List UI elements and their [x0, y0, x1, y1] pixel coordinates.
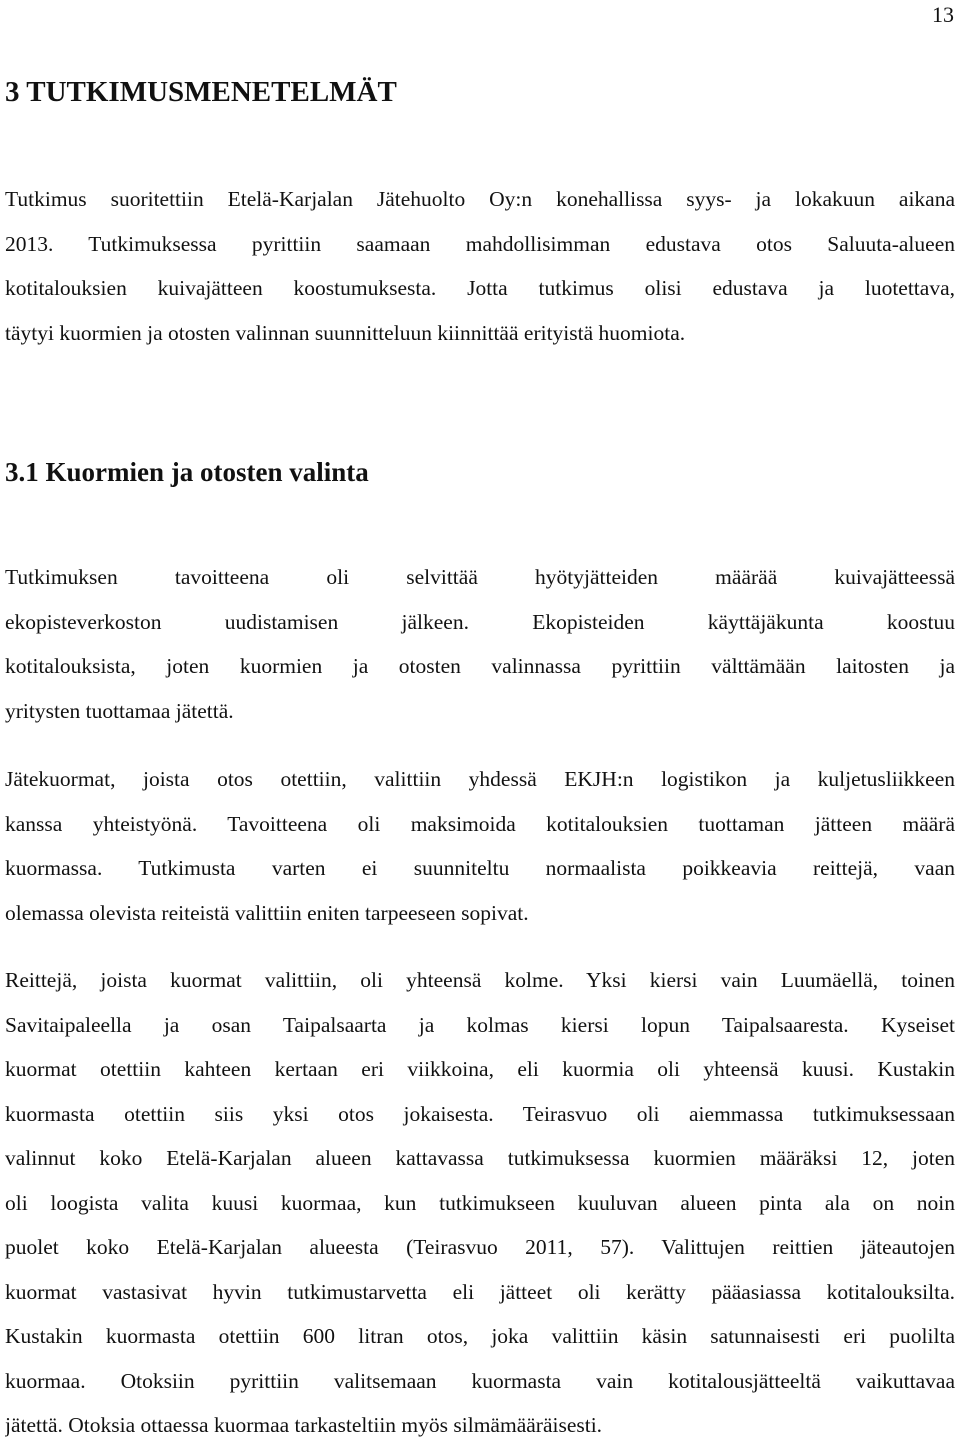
chapter-heading: 3 TUTKIMUSMENETELMÄT	[5, 76, 397, 108]
paragraph-line: oli loogista valita kuusi kuormaa, kun tutkimukseen kuuluvan alueen pinta ala on noin	[5, 1190, 955, 1215]
paragraph-line: jätettä. Otoksia ottaessa kuormaa tarkasteltiin myös silmämääräisesti.	[5, 1413, 603, 1437]
paragraph-line: täytyi kuormien ja otosten valinnan suunnitteluun kiinnittää erityistä huomiota.	[5, 320, 686, 345]
paragraph-line: Reittejä, joista kuormat valittiin, oli yhteensä kolme. Yksi kiersi vain Luumäellä, toinen	[5, 968, 955, 992]
paragraph-line: kuormassa. Tutkimusta varten ei suunniteltu normaalista poikkeavia reittejä, vaan	[5, 856, 955, 880]
section-heading: 3.1 Kuormien ja otosten valinta	[5, 457, 369, 487]
paragraph-line: kuormat vastasivat hyvin tutkimustarvetta eli jätteet oli kerätty pääasiassa kotitalouksilta.	[5, 1279, 955, 1304]
paragraph-line: kotitalouksien kuivajätteen koostumuksesta. Jotta tutkimus olisi edustava ja luotettava,	[5, 276, 955, 300]
paragraph-line: olemassa olevista reiteistä valittiin eniten tarpeeseen sopivat.	[5, 900, 529, 925]
paragraph-line: Savitaipaleella ja osan Taipalsaarta ja kolmas kiersi lopun Taipalsaaresta. Kyseiset	[5, 1012, 955, 1037]
paragraph-line: puolet koko Etelä-Karjalan alueesta (Teirasvuo 2011, 57). Valittujen reittien jäteautojen	[5, 1235, 955, 1259]
paragraph-3	[5, 958, 955, 1448]
page-number: 13	[932, 2, 954, 27]
paragraph-1	[5, 555, 955, 733]
paragraph-line: Kustakin kuormasta otettiin 600 litran otos, joka valittiin käsin satunnaisesti eri puolilta	[5, 1324, 955, 1348]
paragraph-line: 2013. Tutkimuksessa pyrittiin saamaan mahdollisimman edustava otos Saluuta-alueen	[5, 231, 955, 256]
paragraph-2	[5, 757, 955, 935]
paragraph-line: valinnut koko Etelä-Karjalan alueen kattavassa tutkimuksessa kuormien määräksi 12, joten	[5, 1146, 955, 1170]
paragraph-line: Jätekuormat, joista otos otettiin, valittiin yhdessä EKJH:n logistikon ja kuljetusliikkeen	[5, 767, 955, 791]
paragraph-line: ekopisteverkoston uudistamisen jälkeen. Ekopisteiden käyttäjäkunta koostuu	[5, 609, 955, 634]
intro-paragraph	[5, 177, 955, 355]
paragraph-line: Tutkimus suoritettiin Etelä-Karjalan Jätehuolto Oy:n konehallissa syys- ja lokakuun aikana	[5, 187, 955, 211]
paragraph-line: kotitalouksista, joten kuormien ja otosten valinnassa pyrittiin välttämään laitosten ja	[5, 654, 955, 678]
paragraph-line: Tutkimuksen tavoitteena oli selvittää hyötyjätteiden määrää kuivajätteessä	[5, 565, 955, 589]
paragraph-line: kuormasta otettiin siis yksi otos jokaisesta. Teirasvuo oli aiemmassa tutkimuksessaan	[5, 1101, 955, 1126]
paragraph-line: yritysten tuottamaa jätettä.	[5, 698, 234, 723]
paragraph-line: kuormaa. Otoksiin pyrittiin valitsemaan kuormasta vain kotitalousjätteeltä vaikuttavaa	[5, 1368, 955, 1393]
paragraph-line: kanssa yhteistyönä. Tavoitteena oli maksimoida kotitalouksien tuottaman jätteen määrä	[5, 811, 955, 836]
paragraph-line: kuormat otettiin kahteen kertaan eri viikkoina, eli kuormia oli yhteensä kuusi. Kustakin	[5, 1057, 955, 1081]
